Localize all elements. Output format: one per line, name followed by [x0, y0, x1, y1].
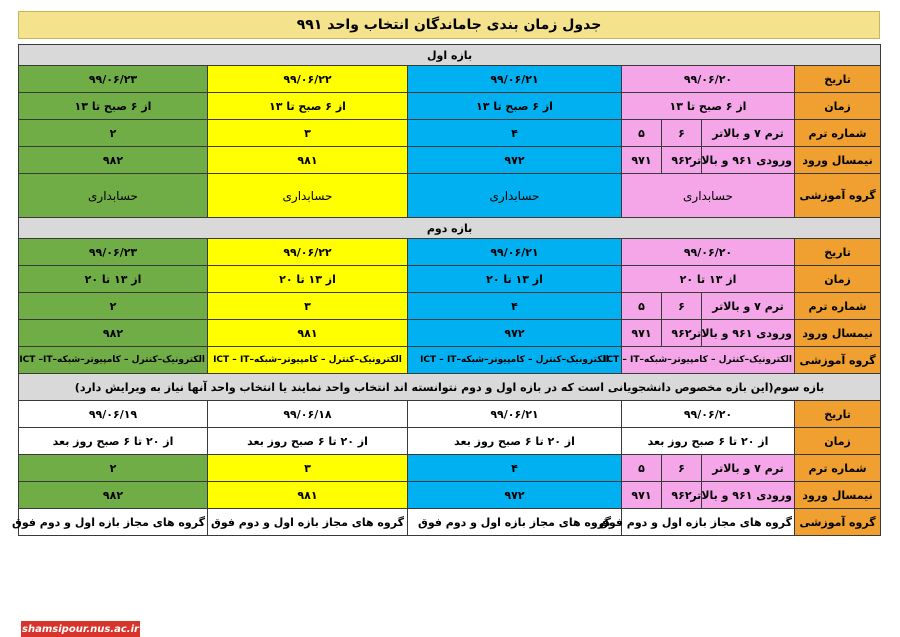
schedule-table — [12, 44, 881, 536]
group-cell: گروه های مجاز بازه اول و دوم فوق — [622, 509, 795, 536]
time-cell: از ۲۰ تا ۶ صبح روز بعد — [208, 428, 408, 455]
term-cell: ۲ — [19, 455, 208, 482]
time-cell: از ۶ صبح تا ۱۳ — [408, 93, 622, 120]
time-cell: از ۶ صبح تا ۱۳ — [208, 93, 408, 120]
entry-cell: ۹۷۱ — [622, 320, 662, 347]
term-cell: ۵ — [622, 120, 662, 147]
row-label-date: تاریخ — [795, 401, 881, 428]
row-label-time: زمان — [795, 428, 881, 455]
entry-cell: ۹۶۲ — [662, 482, 702, 509]
group-cell: حسابداری — [622, 174, 795, 218]
row-label-group: گروه آموزشی — [795, 509, 881, 536]
group-cell: حسابداری — [408, 174, 622, 218]
term-cell: ترم ۷ و بالاتر — [702, 455, 795, 482]
entry-cell: ۹۷۱ — [622, 147, 662, 174]
group-cell: گروه های مجاز بازه اول و دوم فوق — [19, 509, 208, 536]
term-cell: ترم ۷ و بالاتر — [702, 120, 795, 147]
date-cell: ۹۹/۰۶/۱۹ — [19, 401, 208, 428]
time-cell: از ۲۰ تا ۶ صبح روز بعد — [408, 428, 622, 455]
date-cell: ۹۹/۰۶/۲۱ — [408, 66, 622, 93]
section-heading: بازه سوم(این بازه مخصوص دانشجویانی است که در بازه اول و دوم نتوانسته اند انتخاب واحد نمایند یا انتخاب واحد آنها نیاز به ویرایش دارد) — [19, 374, 881, 401]
entry-cell: ۹۸۱ — [208, 482, 408, 509]
time-cell: از ۱۳ تا ۲۰ — [408, 266, 622, 293]
date-cell: ۹۹/۰۶/۱۸ — [208, 401, 408, 428]
term-cell: ۶ — [662, 120, 702, 147]
row-label-date: تاریخ — [795, 66, 881, 93]
entry-cell: ۹۸۱ — [208, 147, 408, 174]
entry-cell: ورودی ۹۶۱ و بالاتر — [702, 147, 795, 174]
row-label-group: گروه آموزشی — [795, 174, 881, 218]
entry-cell: ورودی ۹۶۱ و بالاتر — [702, 320, 795, 347]
schedule-body — [12, 45, 881, 536]
date-cell: ۹۹/۰۶/۲۳ — [19, 239, 208, 266]
group-cell: گروه های مجاز بازه اول و دوم فوق — [208, 509, 408, 536]
term-cell: ۵ — [622, 293, 662, 320]
term-cell: ۲ — [19, 120, 208, 147]
entry-cell: ۹۸۲ — [19, 320, 208, 347]
group-cell: حسابداری — [19, 174, 208, 218]
footer-url-badge: shamsipour.nus.ac.ir — [21, 621, 140, 637]
time-cell: از ۱۳ تا ۲۰ — [622, 266, 795, 293]
row-label-time: زمان — [795, 93, 881, 120]
row-label-date: تاریخ — [795, 239, 881, 266]
time-cell: از ۲۰ تا ۶ صبح روز بعد — [19, 428, 208, 455]
row-label-term: شماره ترم — [795, 120, 881, 147]
entry-cell: ورودی ۹۶۱ و بالاتر — [702, 482, 795, 509]
group-cell: الکترونیک–کنترل – کامپیوتر–شبکه–ICT – IT — [208, 347, 408, 374]
group-cell: الکترونیک–کنترل – کامپیوتر–شبکه–ICT – IT — [622, 347, 795, 374]
group-cell: حسابداری — [208, 174, 408, 218]
group-cell: گروه های مجاز بازه اول و دوم فوق — [408, 509, 622, 536]
term-cell: ۲ — [19, 293, 208, 320]
entry-cell: ۹۷۲ — [408, 147, 622, 174]
time-cell: از ۱۳ تا ۲۰ — [19, 266, 208, 293]
date-cell: ۹۹/۰۶/۲۰ — [622, 401, 795, 428]
time-cell: از ۶ صبح تا ۱۳ — [19, 93, 208, 120]
row-label-term: شماره ترم — [795, 293, 881, 320]
page-title: جدول زمان بندی جاماندگان انتخاب واحد ۹۹۱ — [18, 11, 880, 39]
entry-cell: ۹۸۲ — [19, 147, 208, 174]
date-cell: ۹۹/۰۶/۲۲ — [208, 239, 408, 266]
entry-cell: ۹۷۲ — [408, 482, 622, 509]
entry-cell: ۹۶۲ — [662, 320, 702, 347]
row-label-group: گروه آموزشی — [795, 347, 881, 374]
group-cell: الکترونیک–کنترل – کامپیوتر–شبکه–ICT – IT — [408, 347, 622, 374]
entry-cell: ۹۸۱ — [208, 320, 408, 347]
term-cell: ۴ — [408, 120, 622, 147]
section-heading: بازه دوم — [19, 218, 881, 239]
term-cell: ۳ — [208, 455, 408, 482]
term-cell: ۵ — [622, 455, 662, 482]
term-cell: ۶ — [662, 293, 702, 320]
date-cell: ۹۹/۰۶/۲۱ — [408, 401, 622, 428]
row-label-term: شماره ترم — [795, 455, 881, 482]
entry-cell: ۹۶۲ — [662, 147, 702, 174]
term-cell: ۶ — [662, 455, 702, 482]
section-heading: بازه اول — [19, 45, 881, 66]
entry-cell: ۹۷۱ — [622, 482, 662, 509]
row-label-entry: نیمسال ورود — [795, 482, 881, 509]
date-cell: ۹۹/۰۶/۲۲ — [208, 66, 408, 93]
entry-cell: ۹۷۲ — [408, 320, 622, 347]
time-cell: از ۱۳ تا ۲۰ — [208, 266, 408, 293]
date-cell: ۹۹/۰۶/۲۰ — [622, 66, 795, 93]
time-cell: از ۶ صبح تا ۱۳ — [622, 93, 795, 120]
date-cell: ۹۹/۰۶/۲۱ — [408, 239, 622, 266]
date-cell: ۹۹/۰۶/۲۰ — [622, 239, 795, 266]
entry-cell: ۹۸۲ — [19, 482, 208, 509]
term-cell: ۴ — [408, 455, 622, 482]
schedule-sheet — [12, 11, 880, 635]
term-cell: ۳ — [208, 120, 408, 147]
date-cell: ۹۹/۰۶/۲۳ — [19, 66, 208, 93]
term-cell: ۳ — [208, 293, 408, 320]
row-label-entry: نیمسال ورود — [795, 147, 881, 174]
time-cell: از ۲۰ تا ۶ صبح روز بعد — [622, 428, 795, 455]
term-cell: ترم ۷ و بالاتر — [702, 293, 795, 320]
group-cell: الکترونیک–کنترل – کامپیوتر–شبکه–ICT –IT — [19, 347, 208, 374]
row-label-entry: نیمسال ورود — [795, 320, 881, 347]
row-label-time: زمان — [795, 266, 881, 293]
term-cell: ۴ — [408, 293, 622, 320]
